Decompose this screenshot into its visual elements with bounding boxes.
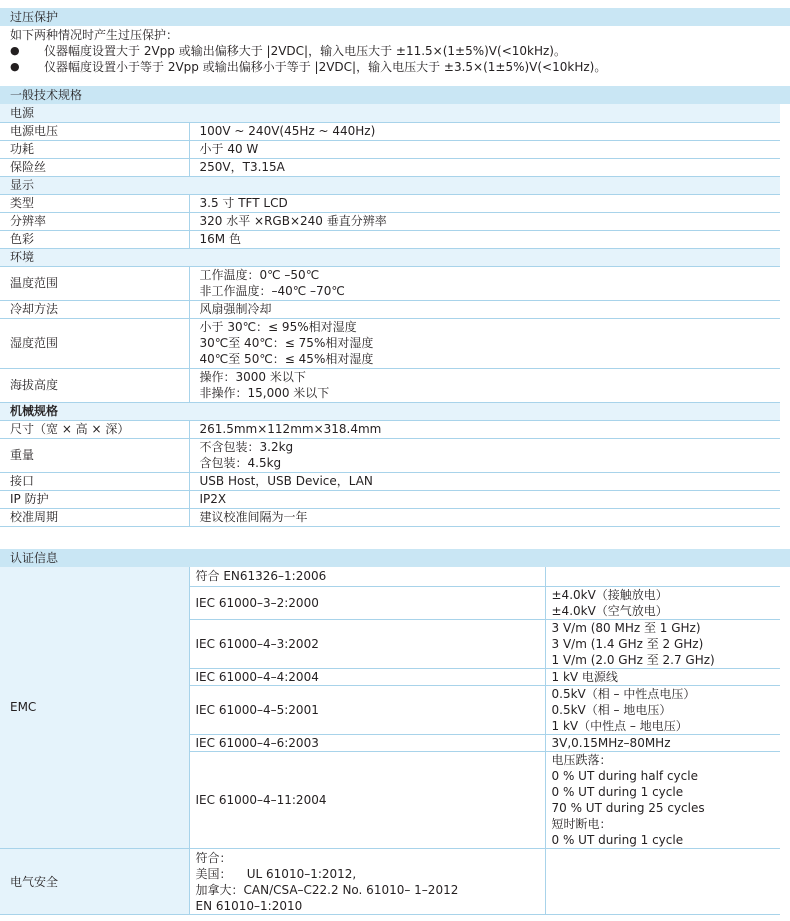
spec-value-line: USB Host，USB Device，LAN: [199, 474, 373, 488]
general-spec-table: [0, 104, 780, 527]
emc-detail-line: 0.5kV（相 – 中性点电压）: [551, 687, 696, 701]
spec-label: 保险丝: [0, 158, 189, 176]
safety-line: 美国： UL 61010–1:2012,: [195, 866, 357, 881]
emc-detail: [545, 669, 780, 686]
spec-label: 接口: [0, 472, 189, 490]
spec-value-line: 100V ~ 240V(45Hz ~ 440Hz): [199, 124, 376, 138]
spec-group-row: [0, 402, 780, 420]
spec-label: 海拔高度: [0, 368, 189, 402]
spec-value-line: 40℃至 50℃：≤ 45%相对湿度: [199, 352, 374, 366]
spec-group-row: [0, 176, 780, 194]
overvoltage-bullet-text: 仪器幅度设置大于 2Vpp 或输出偏移大于 |2VDC|，输入电压大于 ±11.5×(1±5%)V(<10kHz)。: [44, 44, 566, 58]
spec-value-line: 含包装：4.5kg: [199, 456, 282, 470]
spec-row: [0, 212, 780, 230]
spec-label: 重量: [0, 438, 189, 472]
spec-value-line: 320 水平 ×RGB×240 垂直分辨率: [199, 214, 387, 228]
emc-detail-line: 3 V/m (1.4 GHz 至 2 GHz): [551, 637, 704, 651]
spec-row: [0, 508, 780, 526]
overvoltage-header: 过压保护: [0, 8, 790, 26]
overvoltage-bullet: [10, 43, 790, 59]
spec-value: [189, 266, 780, 300]
spec-group-label: 显示: [0, 176, 780, 194]
spec-value-line: 操作：3000 米以下: [199, 370, 306, 384]
spec-value: [189, 140, 780, 158]
emc-detail-line: 3V,0.15MHz–80MHz: [551, 736, 671, 750]
emc-standard: IEC 61000–3–2:2000: [189, 587, 545, 620]
spec-row: [0, 490, 780, 508]
spec-label: 功耗: [0, 140, 189, 158]
emc-detail-line: 1 V/m (2.0 GHz 至 2.7 GHz): [551, 653, 715, 667]
spec-value-line: 不含包装：3.2kg: [199, 440, 294, 454]
spec-value-line: 建议校准间隔为一年: [199, 510, 308, 524]
spec-value-line: 250V，T3.15A: [199, 160, 285, 174]
emc-detail-line: ±4.0kV（接触放电）: [551, 588, 668, 602]
spec-value: [189, 212, 780, 230]
spec-group-row: [0, 104, 780, 122]
spec-group-label: 电源: [0, 104, 780, 122]
spec-row: [0, 368, 780, 402]
overvoltage-body: [0, 26, 790, 79]
spec-value-line: 非操作：15,000 米以下: [199, 386, 330, 400]
overvoltage-bullet: [10, 59, 790, 75]
spec-row: [0, 140, 780, 158]
spec-value: [189, 194, 780, 212]
spec-value-line: 小于 40 W: [199, 142, 259, 156]
emc-detail: [545, 587, 780, 620]
spec-label: 类型: [0, 194, 189, 212]
spec-value-line: 非工作温度：–40℃ –70℃: [199, 284, 345, 298]
spec-row: [0, 122, 780, 140]
spec-row: [0, 266, 780, 300]
spec-label: 色彩: [0, 230, 189, 248]
spec-value: [189, 438, 780, 472]
spec-group-label: 机械规格: [0, 402, 780, 420]
safety-detail: [545, 849, 780, 915]
emc-row: [0, 567, 780, 587]
emc-standard: IEC 61000–4–4:2004: [189, 669, 545, 686]
bullet-dot-icon: ●: [10, 44, 20, 57]
spec-row: [0, 438, 780, 472]
emc-detail: [545, 735, 780, 752]
emc-standard: 符合 EN61326–1:2006: [189, 567, 545, 587]
spec-row: [0, 158, 780, 176]
spec-value-line: 16M 色: [199, 232, 241, 246]
spec-value: [189, 230, 780, 248]
spec-value-line: 261.5mm×112mm×318.4mm: [199, 422, 382, 436]
spec-value: [189, 420, 780, 438]
emc-detail: [545, 686, 780, 735]
emc-detail-line: 1 kV（中性点 – 地电压）: [551, 719, 688, 733]
emc-detail-line: 1 kV 电源线: [551, 670, 618, 684]
emc-detail-line: 3 V/m (80 MHz 至 1 GHz): [551, 621, 701, 635]
safety-standards: [189, 849, 545, 915]
spec-value-line: 风扇强制冷却: [199, 302, 272, 316]
spec-label: IP 防护: [0, 490, 189, 508]
safety-line: 符合：: [195, 850, 232, 865]
emc-detail-line: 0 % UT during 1 cycle: [551, 833, 684, 847]
spec-label: 温度范围: [0, 266, 189, 300]
spec-label: 校准周期: [0, 508, 189, 526]
cert-table: [0, 567, 780, 916]
safety-line: EN 61010–1:2010: [195, 898, 303, 913]
spec-value: [189, 122, 780, 140]
spec-row: [0, 300, 780, 318]
spec-row: [0, 230, 780, 248]
emc-standard: IEC 61000–4–11:2004: [189, 752, 545, 849]
spec-label: 湿度范围: [0, 318, 189, 368]
spec-label: 分辨率: [0, 212, 189, 230]
spec-value-line: 3.5 寸 TFT LCD: [199, 196, 288, 210]
spec-value-line: 30℃至 40℃：≤ 75%相对湿度: [199, 336, 374, 350]
safety-line: 加拿大：CAN/CSA–C22.2 No. 61010– 1–2012: [195, 882, 459, 897]
spec-label: 尺寸（宽 × 高 × 深）: [0, 420, 189, 438]
safety-row: [0, 849, 780, 915]
spec-group-row: [0, 248, 780, 266]
emc-detail: [545, 752, 780, 849]
spec-value: [189, 300, 780, 318]
cert-header: 认证信息: [0, 549, 790, 567]
emc-standard: IEC 61000–4–3:2002: [189, 620, 545, 669]
spec-row: [0, 318, 780, 368]
emc-detail: [545, 620, 780, 669]
emc-label: EMC: [0, 567, 189, 849]
spec-row: [0, 420, 780, 438]
spec-value: [189, 158, 780, 176]
safety-label: 电气安全: [0, 849, 189, 915]
emc-detail-line: 短时断电：: [551, 817, 612, 831]
general-spec-header: 一般技术规格: [0, 86, 790, 104]
emc-detail-line: 电压跌落：: [551, 753, 612, 767]
spec-row: [0, 472, 780, 490]
emc-detail-line: 70 % UT during 25 cycles: [551, 801, 705, 815]
spec-value: [189, 368, 780, 402]
spec-label: 电源电压: [0, 122, 189, 140]
spec-value: [189, 318, 780, 368]
spec-value-line: IP2X: [199, 492, 227, 506]
emc-detail-line: 0 % UT during half cycle: [551, 769, 698, 783]
spec-label: 冷却方法: [0, 300, 189, 318]
emc-detail-line: ±4.0kV（空气放电）: [551, 604, 668, 618]
spec-value-line: 工作温度：0℃ –50℃: [199, 268, 320, 282]
spec-value: [189, 508, 780, 526]
spec-value-line: 小于 30℃：≤ 95%相对湿度: [199, 320, 357, 334]
overvoltage-intro: 如下两种情况时产生过压保护：: [10, 28, 179, 42]
emc-standard: IEC 61000–4–5:2001: [189, 686, 545, 735]
spec-value: [189, 490, 780, 508]
emc-detail: [545, 567, 780, 587]
emc-standard: IEC 61000–4–6:2003: [189, 735, 545, 752]
spec-row: [0, 194, 780, 212]
emc-detail-line: 0.5kV（相 – 地电压）: [551, 703, 672, 717]
bullet-dot-icon: ●: [10, 60, 20, 73]
spec-group-label: 环境: [0, 248, 780, 266]
emc-detail-line: 0 % UT during 1 cycle: [551, 785, 684, 799]
overvoltage-bullet-text: 仪器幅度设置小于等于 2Vpp 或输出偏移小于等于 |2VDC|，输入电压大于 ±3.5×(1±5%)V(<10kHz)。: [44, 60, 607, 74]
spec-value: [189, 472, 780, 490]
